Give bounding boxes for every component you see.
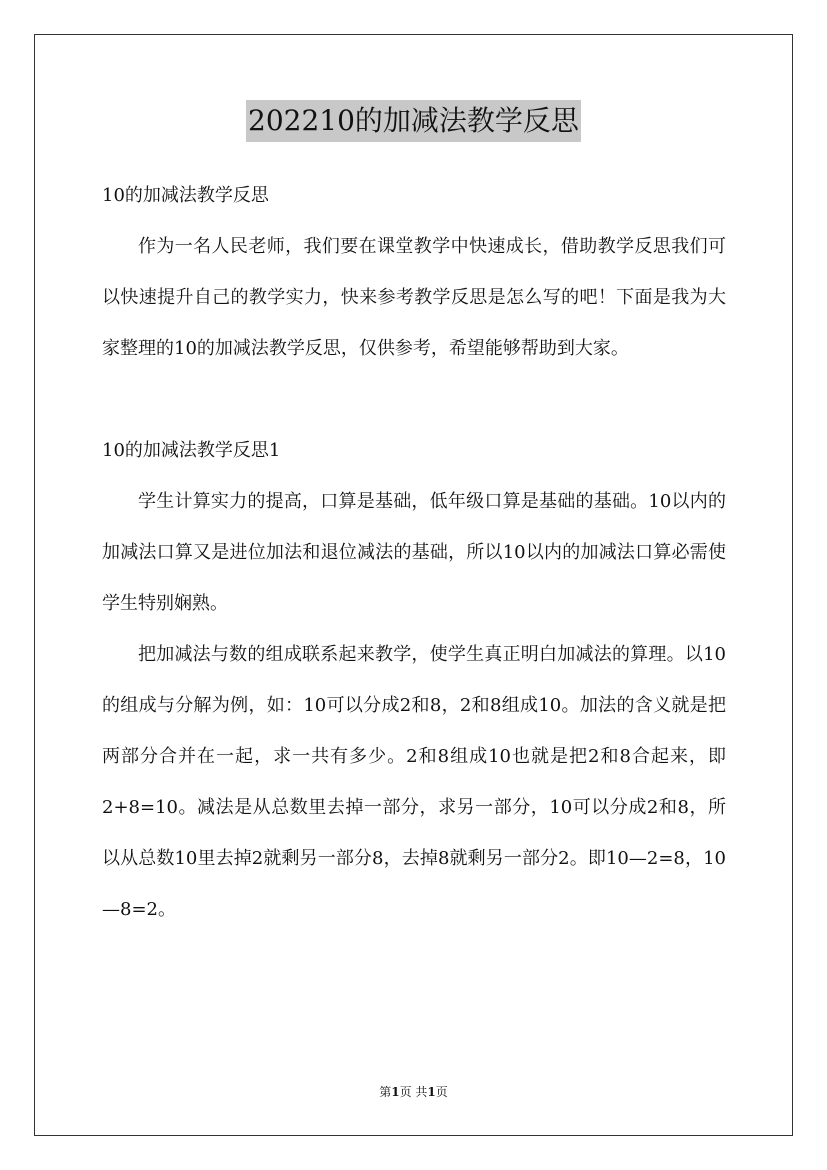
footer-suffix: 页 (435, 1085, 448, 1099)
section-gap (102, 374, 726, 425)
footer-mid: 页 共 (399, 1085, 428, 1099)
document-body (102, 170, 726, 935)
title-container (0, 100, 827, 142)
footer-prefix: 第 (379, 1085, 392, 1099)
intro-paragraph: 作为一名人民老师，我们要在课堂教学中快速成长，借助教学反思我们可以快速提升自己的教学实力，快来参考教学反思是怎么写的吧！下面是我为大家整理的10的加减法教学反思，仅供参考，希望能够帮助到大家。 (102, 236, 726, 359)
footer-page-total: 1 (427, 1085, 436, 1099)
document-title: 202210的加减法教学反思 (246, 100, 581, 142)
section1-heading: 10的加减法教学反思1 (102, 440, 281, 461)
footer-page-current: 1 (391, 1085, 400, 1099)
section1-paragraph-1: 学生计算实力的提高，口算是基础，低年级口算是基础的基础。10以内的加减法口算又是进位加法和退位减法的基础，所以10以内的加减法口算必需使学生特别娴熟。 (102, 491, 726, 614)
section1-paragraph-2: 把加减法与数的组成联系起来教学，使学生真正明白加减法的算理。以10的组成与分解为例，如：10可以分成2和8，2和8组成10。加法的含义就是把两部分合并在一起，求一共有多少。2和8组成10也就是把2和8合起来，即2+8=10。减法是从总数里去掉一部分，求另一部分，10可以分成2和8，所以从总数10里去掉2就剩另一部分8，去掉8就剩另一部分2。即10—2=8，10—8=2。 (102, 644, 726, 920)
subtitle: 10的加减法教学反思 (102, 185, 269, 206)
page-footer (0, 1082, 827, 1102)
